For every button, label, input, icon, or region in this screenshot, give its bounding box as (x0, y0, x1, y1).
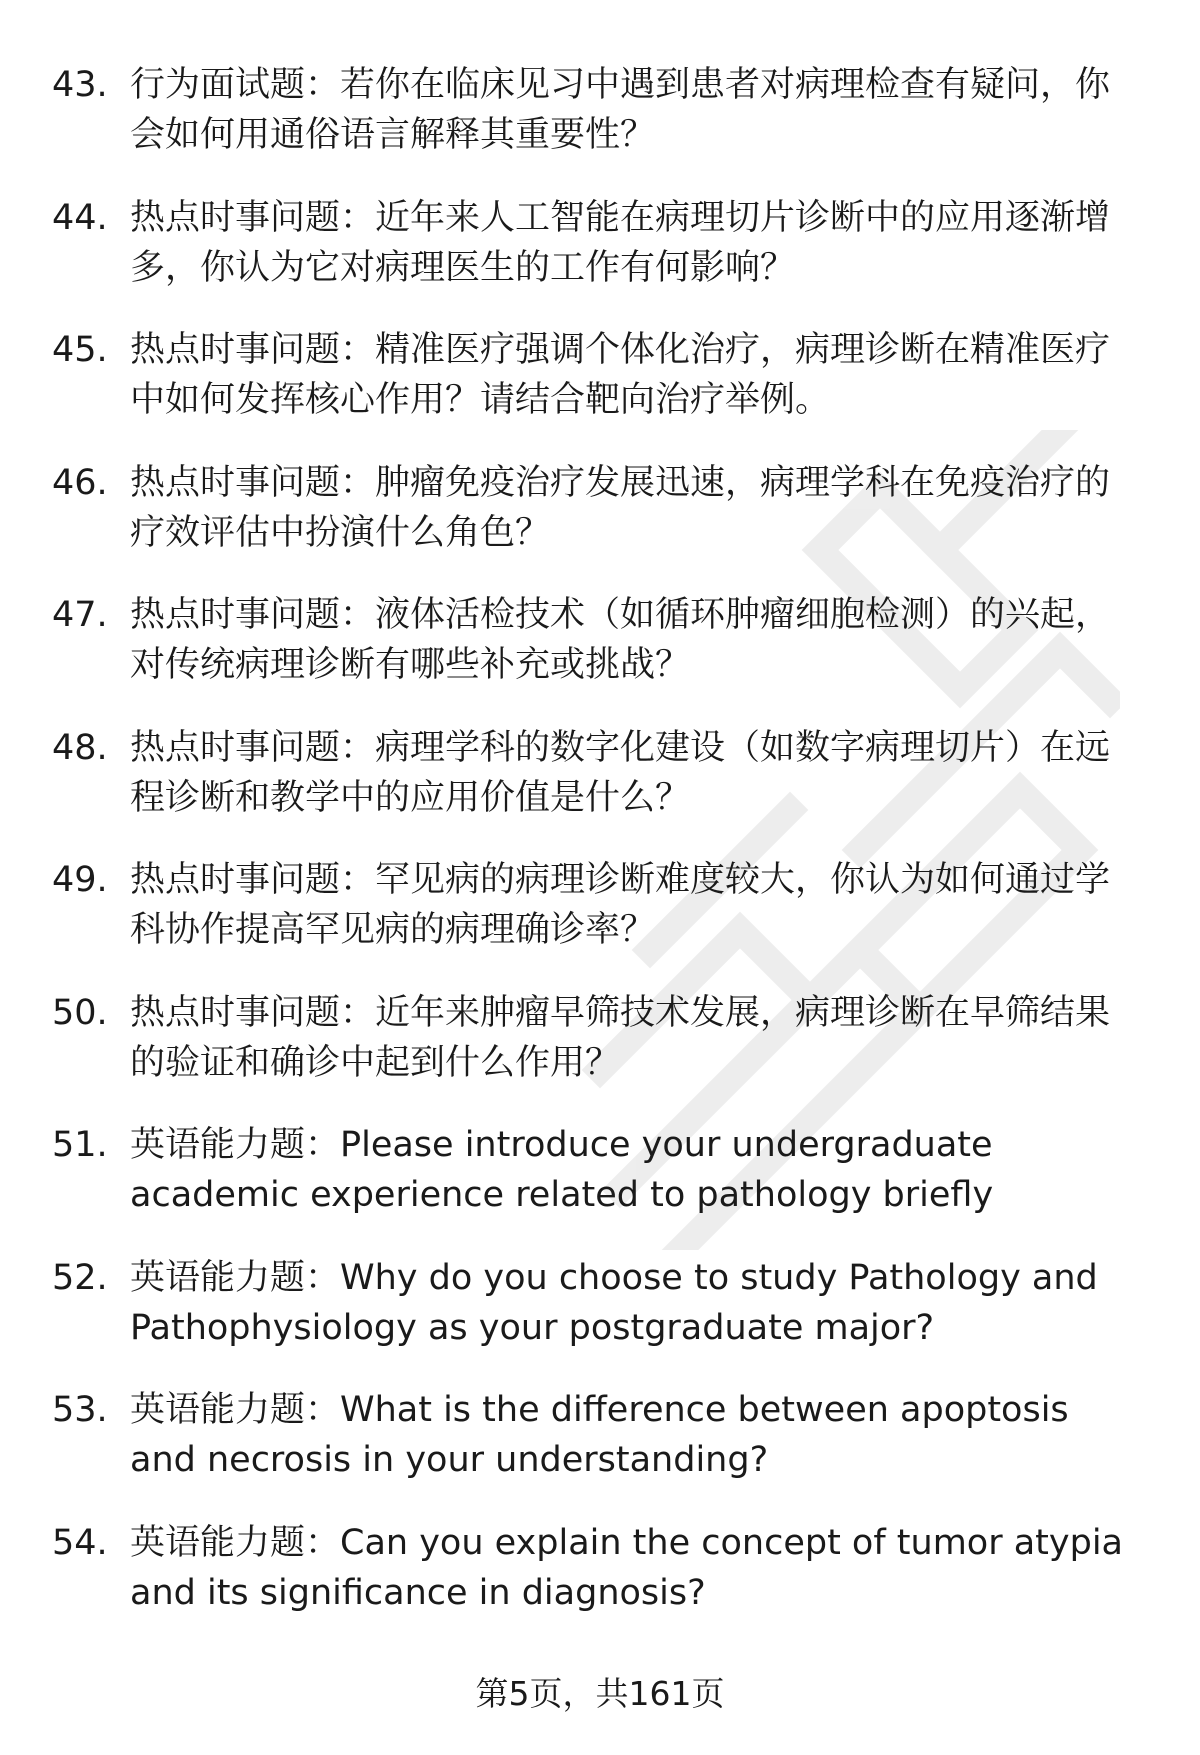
page-indicator: 第5页，共161页 (475, 1674, 725, 1713)
question-text: 热点时事问题：近年来人工智能在病理切片诊断中的应用逐渐增多，你认为它对病理医生的工作有何影响？ (130, 197, 1111, 288)
question-number: 50. (52, 992, 108, 1033)
question-number: 48. (52, 727, 108, 768)
question-item (52, 193, 1137, 293)
question-item (52, 723, 1137, 823)
question-number: 47. (52, 595, 108, 635)
question-item (52, 1120, 1137, 1220)
question-item (52, 458, 1137, 558)
question-list (52, 60, 1137, 1650)
question-item (52, 1253, 1137, 1353)
question-item (52, 1385, 1137, 1485)
question-text: 热点时事问题：罕见病的病理诊断难度较大，你认为如何通过学科协作提高罕见病的病理确诊率？ (130, 860, 1111, 950)
question-number: 45. (52, 330, 108, 370)
question-number: 49. (52, 860, 108, 900)
question-number: 53. (52, 1390, 108, 1430)
question-text: 英语能力题：What is the difference between apoptosis and necrosis in your understanding? (130, 1390, 1069, 1480)
question-text: 热点时事问题：精准医疗强调个体化治疗，病理诊断在精准医疗中如何发挥核心作用？请结合靶向治疗举例。 (130, 330, 1111, 420)
question-item (52, 1518, 1137, 1618)
question-item (52, 325, 1137, 425)
question-number: 44. (52, 197, 108, 238)
question-text: 行为面试题：若你在临床见习中遇到患者对病理检查有疑问，你会如何用通俗语言解释其重要性？ (130, 65, 1111, 155)
question-text: 热点时事问题：肿瘤免疫治疗发展迅速，病理学科在免疫治疗的疗效评估中扮演什么角色？ (130, 462, 1111, 553)
question-number: 43. (52, 65, 108, 105)
question-item (52, 60, 1137, 160)
question-text: 英语能力题：Why do you choose to study Pathology and Pathophysiology as your postgraduate major? (130, 1257, 1098, 1348)
question-number: 51. (52, 1125, 108, 1165)
question-item (52, 590, 1137, 690)
question-number: 54. (52, 1522, 108, 1563)
question-item (52, 855, 1137, 955)
question-item (52, 988, 1137, 1088)
question-text: 英语能力题：Can you explain the concept of tumor atypia and its significance in diagnosis? (130, 1522, 1123, 1613)
question-text: 热点时事问题：液体活检技术（如循环肿瘤细胞检测）的兴起，对传统病理诊断有哪些补充或挑战？ (130, 595, 1111, 685)
question-text: 热点时事问题：病理学科的数字化建设（如数字病理切片）在远程诊断和教学中的应用价值是什么？ (130, 727, 1111, 818)
question-number: 52. (52, 1257, 108, 1298)
question-number: 46. (52, 462, 108, 503)
question-text: 热点时事问题：近年来肿瘤早筛技术发展，病理诊断在早筛结果的验证和确诊中起到什么作用？ (130, 992, 1111, 1083)
question-text: 英语能力题：Please introduce your undergraduate academic experience related to pathology briefly (130, 1125, 994, 1215)
